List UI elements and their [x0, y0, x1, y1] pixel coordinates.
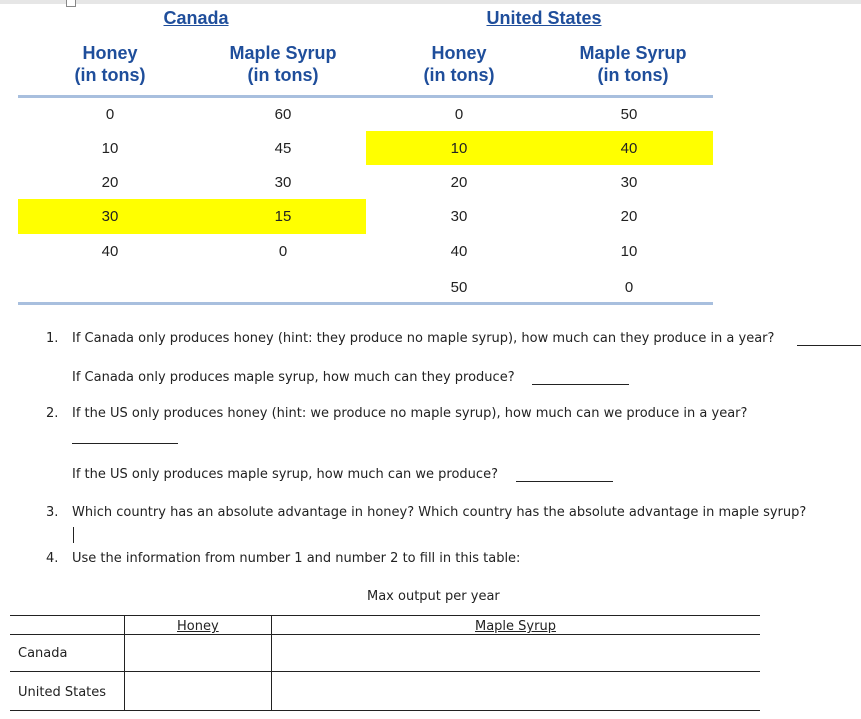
us-honey-header: Honey (in tons) [423, 43, 495, 85]
us-honey-cell: 0 [454, 106, 464, 123]
canada-maple-cell: 15 [274, 208, 292, 225]
canada-honey-header: Honey (in tons) [74, 43, 146, 85]
us-honey-input[interactable] [126, 673, 270, 709]
question-4-number: 4. [46, 551, 59, 566]
us-maple-input[interactable] [273, 673, 759, 709]
canada-maple-header: Maple Syrup (in tons) [229, 43, 337, 85]
output-table-caption: Max output per year [367, 589, 500, 604]
table-row-border [10, 671, 760, 672]
canada-maple-cell: 45 [274, 140, 292, 157]
production-table [0, 0, 861, 310]
canada-maple-input[interactable] [273, 636, 759, 670]
answer-blank-2a[interactable] [72, 443, 178, 444]
canada-honey-cell: 10 [101, 140, 119, 157]
us-maple-header: Maple Syrup (in tons) [579, 43, 687, 85]
us-maple-cell: 50 [620, 106, 638, 123]
us-honey-cell: 50 [450, 279, 468, 296]
output-col-honey: Honey [177, 619, 219, 634]
question-3-text: Which country has an absolute advantage in honey? Which country has the absolute advantage in maple syrup? [72, 505, 807, 520]
table-top-border [10, 615, 760, 616]
us-maple-cell: 40 [620, 140, 638, 157]
output-row-us: United States [18, 685, 107, 700]
table-header-border [10, 634, 760, 635]
answer-blank-1b[interactable] [532, 384, 629, 385]
canada-honey-cell: 0 [105, 106, 115, 123]
output-row-canada: Canada [18, 646, 68, 661]
canada-heading: Canada [163, 8, 229, 28]
us-maple-cell: 30 [620, 174, 638, 191]
canada-maple-cell: 30 [274, 174, 292, 191]
question-1-number: 1. [46, 331, 59, 346]
us-maple-cell: 20 [620, 208, 638, 225]
question-3-number: 3. [46, 505, 59, 520]
answer-blank-1a[interactable] [797, 345, 861, 346]
us-maple-cell: 0 [624, 279, 634, 296]
us-honey-cell: 40 [450, 243, 468, 260]
text-cursor[interactable] [73, 527, 74, 543]
question-4-text: Use the information from number 1 and number 2 to fill in this table: [72, 551, 521, 566]
table-bottom-border [10, 710, 760, 711]
us-honey-cell: 10 [450, 140, 468, 157]
us-maple-cell: 10 [620, 243, 638, 260]
header-rule [18, 95, 713, 98]
answer-blank-2b[interactable] [516, 481, 613, 482]
canada-honey-input[interactable] [126, 636, 270, 670]
question-2b-text: If the US only produces maple syrup, how much can we produce? [72, 467, 498, 482]
canada-maple-cell: 60 [274, 106, 292, 123]
question-1b-text: If Canada only produces maple syrup, how much can they produce? [72, 370, 515, 385]
table-col-divider [271, 615, 272, 711]
us-honey-cell: 20 [450, 174, 468, 191]
question-2a-text: If the US only produces honey (hint: we produce no maple syrup), how much can we produce in a year? [72, 406, 748, 421]
question-1a-text: If Canada only produces honey (hint: they produce no maple syrup), how much can they produce in a year? [72, 331, 775, 346]
table-col-divider [124, 615, 125, 711]
united-states-heading: United States [486, 8, 602, 28]
output-col-maple: Maple Syrup [475, 619, 556, 634]
us-honey-cell: 30 [450, 208, 468, 225]
footer-rule [18, 302, 713, 305]
canada-honey-cell: 40 [101, 243, 119, 260]
canada-honey-cell: 30 [101, 208, 119, 225]
canada-maple-cell: 0 [278, 243, 288, 260]
canada-honey-cell: 20 [101, 174, 119, 191]
question-2-number: 2. [46, 406, 59, 421]
